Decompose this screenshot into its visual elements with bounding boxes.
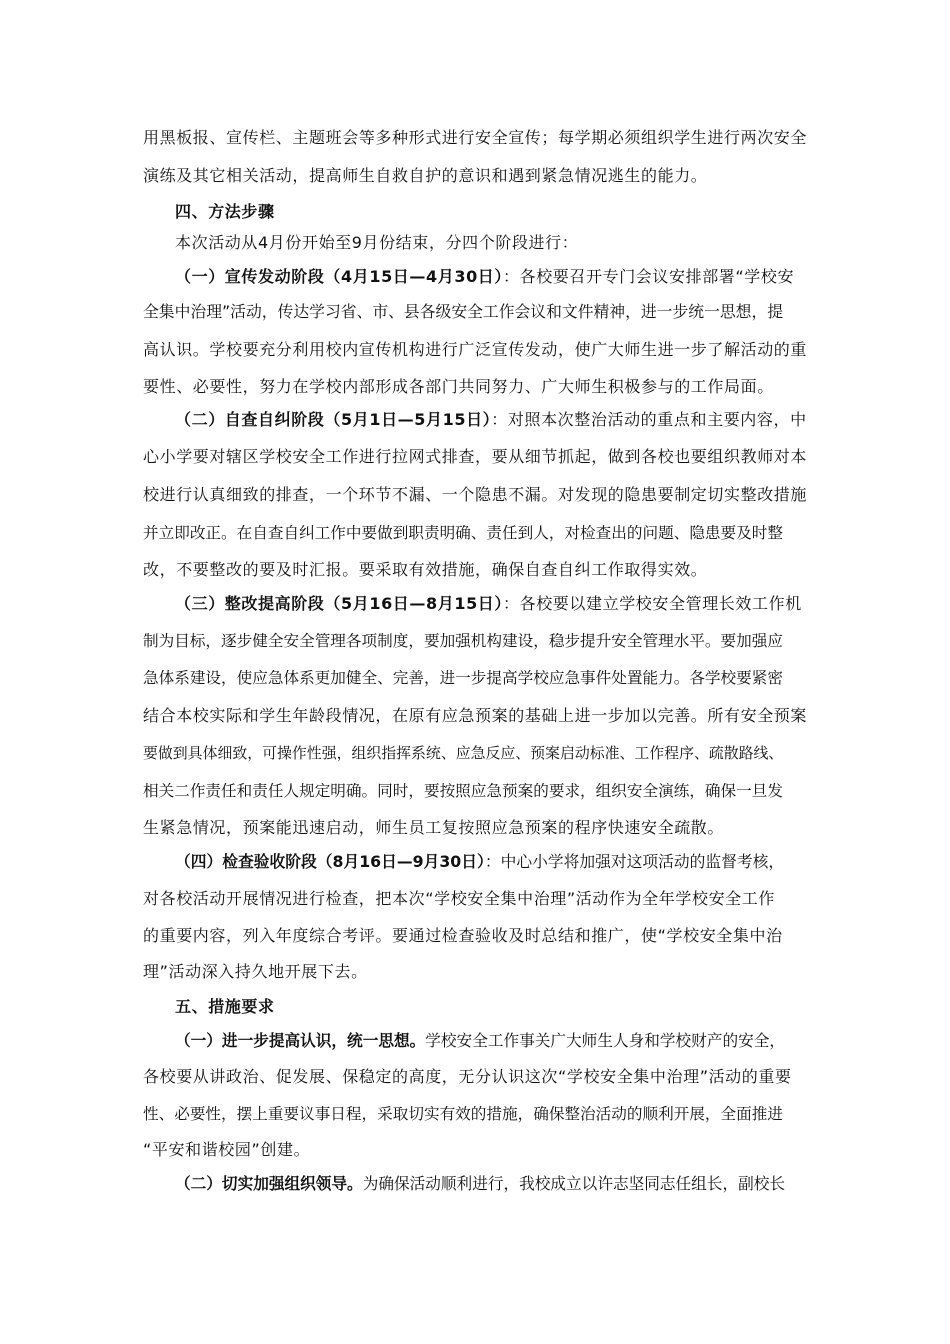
text-line: 并立即改正。在自查自纠工作中要做到职责明确、责任到人，对检查出的问题、隐患要及时整 — [143, 524, 783, 542]
text-line: 全集中治理”活动，传达学习省、市、县各级安全工作会议和文件精神，进一步统一思想，提 — [143, 302, 784, 321]
text-line: 改，不要整改的要及时汇报。要采取有效措施，确保自查自纠工作取得实效。 — [143, 560, 708, 579]
text-line: 用黑板报、宣传栏、主题班会等多种形式进行安全宣传；每学期必须组织学生进行两次安全 — [143, 128, 808, 147]
text-line: 结合本校实际和学生年龄段情况，在原有应急预案的基础上进一步加以完善。所有安全预案 — [143, 706, 808, 725]
text-line: 的重要内容，列入年度综合考评。要通过检查验收及时总结和推广，使“学校安全集中治 — [143, 926, 783, 945]
text-line: 本次活动从4月份开始至9月份结束，分四个阶段进行： — [175, 233, 579, 252]
text-line: “平安和谐校园”创建。 — [143, 1140, 311, 1159]
text-line: 性、必要性，摆上重要议事日程，采取切实有效的措施，确保整治活动的顺利开展，全面推进 — [143, 1105, 783, 1123]
text-line: 演练及其它相关活动，提高师生自救自护的意识和遇到紧急情况逃生的能力。 — [143, 166, 708, 185]
text-line: 校进行认真细致的排查，一个环节不漏、一个隐患不漏。对发现的隐患要制定切实整改措施 — [143, 485, 808, 504]
text-line: 要做到具体细致，可操作性强，组织指挥系统、应急反应、预案启动标准、工作程序、疏散路线、 — [143, 744, 784, 762]
text-line: 要性、必要性，努力在学校内部形成各部门共同努力、广大师生积极参与的工作局面。 — [143, 377, 774, 396]
text-line: 高认识。学校要充分利用校内宣传机构进行广泛宣传发动，使广大师生进一步了解活动的重 — [143, 340, 808, 359]
text-line: 相关二作责任和责任人规定明确。同时，要按照应急预案的要求，组织安全演练，确保一旦发 — [143, 782, 783, 800]
text-line: 各校要从讲政治、促发展、保稳定的高度，无分认识这次“学校安全集中治理”活动的重要 — [143, 1067, 792, 1086]
text-line: （一）进一步提高认识，统一思想。学校安全工作事关广大师生人身和学校财产的安全， — [175, 1031, 786, 1050]
section-heading: 四、方法步骤 — [175, 202, 275, 221]
text-line: （四）检查验收阶段（8月16日—9月30日）：中心小学将加强对这项活动的监督考核， — [175, 852, 785, 871]
section-heading: 五、措施要求 — [175, 997, 275, 1016]
text-line: （一）宣传发动阶段（4月15日—4月30日）：各校要召开专门会议安排部署“学校安 — [175, 267, 795, 286]
text-line: （二）切实加强组织领导。为确保活动顺利进行，我校成立以许志坚同志任组长，副校长 — [175, 1174, 786, 1193]
text-line: 生紧急情况，预案能迅速启动，师生员工复按照应急预案的程序快速安全疏散。 — [143, 818, 725, 837]
text-line: 心小学要对辖区学校安全工作进行拉网式排查，要从细节抓起，做到各校也要组织教师对本 — [143, 447, 808, 466]
text-line: （三）整改提高阶段（5月16日—8月15日）：各校要以建立学校安全管理长效工作机 — [175, 594, 802, 613]
text-line: 急体系建设，使应急体系更加健全、完善，进一步提高学校应急事件处置能力。各学校要紧密 — [143, 669, 783, 687]
text-line: 理”活动深入持久地开展下去。 — [143, 962, 368, 981]
text-line: 对各校活动开展情况进行检查，把本次“学校安全集中治理”活动作为全年学校安全工作 — [143, 889, 775, 908]
text-line: 制为目标，逐步健全安全管理各项制度，要加强机构建设，稳步提升安全管理水平。要加强应 — [143, 632, 783, 650]
text-line: （二）自查自纠阶段（5月1日—5月15日）：对照本次整治活动的重点和主要内容，中 — [175, 410, 807, 429]
